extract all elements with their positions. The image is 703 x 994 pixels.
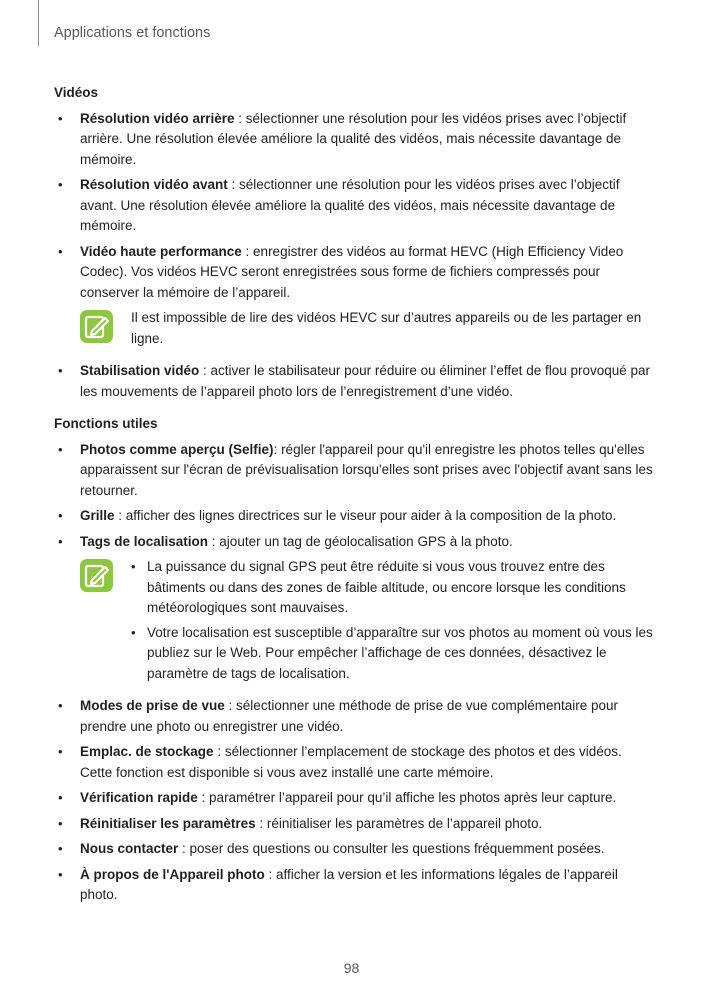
bullet-icon: • (58, 508, 63, 523)
bullet-icon: • (58, 841, 63, 856)
list-item (54, 242, 654, 304)
list-item (54, 742, 654, 783)
item-text: : paramétrer l’appareil pour qu’il affiche les photos après leur capture. (197, 790, 617, 805)
page-number: 98 (343, 960, 360, 976)
list-item (54, 865, 654, 906)
item-term: Tags de localisation (80, 533, 209, 549)
item-text: : poser des questions ou consulter les questions fréquemment posées. (178, 841, 605, 856)
bullet-icon: • (58, 441, 63, 457)
note-list-item (131, 557, 654, 619)
section-title-utils: Fonctions utiles (54, 416, 158, 431)
bullet-icon: • (58, 698, 63, 713)
page-content (54, 83, 654, 911)
item-term: Grille (80, 508, 115, 523)
list-item (54, 361, 654, 402)
note-box (80, 557, 654, 684)
item-text: : afficher des lignes directrices sur le viseur pour aider à la composition de la photo. (114, 508, 617, 523)
note-list (131, 557, 654, 684)
videos-list (54, 109, 654, 304)
item-text: : afficher la version et les informations légales de l’appareil photo. (80, 866, 618, 902)
list-item (54, 109, 654, 171)
item-term: Stabilisation vidéo (80, 363, 200, 378)
videos-list-continued (54, 361, 654, 402)
item-term: Résolution vidéo arrière (80, 110, 235, 126)
utils-list (54, 440, 654, 553)
note-text: Il est impossible de lire des vidéos HEVC sur d’autres appareils ou de les partager en ligne. (131, 310, 642, 346)
item-text: : enregistrer des vidéos au format HEVC (High Efficiency Video Codec). Vos vidéos HEVC seront enregistrées sous forme de fichiers compressés pour conserver la mémoire de l’appareil. (80, 243, 624, 300)
bullet-icon: • (58, 243, 63, 259)
note-pencil-icon (80, 559, 113, 592)
item-text: : ajouter un tag de géolocalisation GPS à la photo. (208, 533, 513, 549)
bullet-icon: • (131, 559, 136, 574)
note-text: La puissance du signal GPS peut être réduite si vous vous trouvez entre des bâtiments ou dans des zones de faible altitude, ou encore lorsque les conditions météorologiques sont mauvaises. (147, 559, 626, 615)
item-term: Réinitialiser les paramètres (80, 815, 256, 831)
note-list-item (131, 623, 654, 685)
section-title-videos: Vidéos (54, 85, 99, 100)
bullet-icon: • (58, 533, 63, 549)
note-box (80, 308, 654, 349)
list-item (54, 696, 654, 737)
item-term: À propos de l'Appareil photo (80, 866, 265, 882)
list-item (54, 814, 654, 835)
bullet-icon: • (58, 110, 63, 126)
item-term: Emplac. de stockage (80, 744, 214, 759)
item-term: Résolution vidéo avant (80, 177, 228, 192)
item-term: Vidéo haute performance (80, 243, 242, 259)
item-term: Photos comme aperçu (Selfie) (80, 441, 274, 457)
bullet-icon: • (58, 177, 63, 192)
list-item (54, 506, 654, 527)
item-text: : sélectionner une résolution pour les vidéos prises avec l’objectif arrière. Une résolution élevée améliore la qualité des vidéos, mais nécessite davantage de mémoire. (80, 110, 627, 167)
list-item (54, 175, 654, 237)
item-term: Vérification rapide (80, 790, 198, 805)
list-item (54, 788, 654, 809)
list-item (54, 440, 654, 502)
bullet-icon: • (58, 790, 63, 805)
list-item (54, 839, 654, 860)
bullet-icon: • (58, 744, 63, 759)
item-term: Nous contacter (80, 841, 179, 856)
utils-list-continued (54, 696, 654, 906)
item-term: Modes de prise de vue (80, 698, 225, 713)
page-header-title: Applications et fonctions (54, 25, 211, 41)
item-text: : sélectionner une méthode de prise de vue complémentaire pour prendre une photo ou enregistrer une vidéo. (80, 698, 619, 734)
bullet-icon: • (58, 815, 63, 831)
bullet-icon: • (58, 363, 63, 378)
item-text: : sélectionner l’emplacement de stockage des photos et des vidéos. Cette fonction est disponible si vous avez installé une carte mémoire. (80, 744, 622, 780)
item-text: : activer le stabilisateur pour réduire ou éliminer l’effet de flou provoqué par les mouvements de l’appareil photo lors de l’enregistrement d’une vidéo. (80, 363, 651, 399)
item-text: : réinitialiser les paramètres de l’appareil photo. (255, 815, 543, 831)
item-text: : sélectionner une résolution pour les vidéos prises avec l’objectif avant. Une résolution élevée améliore la qualité des vidéos, mais nécessite davantage de mémoire. (80, 177, 620, 233)
bullet-icon: • (58, 866, 63, 882)
note-text: Votre localisation est susceptible d’apparaître sur vos photos au moment où vous les publiez sur le Web. Pour empêcher l’affichage de ces données, désactivez le paramètre de tags de localisation. (147, 624, 653, 681)
list-item (54, 532, 654, 553)
note-pencil-icon (80, 310, 113, 343)
bullet-icon: • (131, 624, 136, 640)
page-margin-rule (38, 0, 39, 46)
item-text: : régler l'appareil pour qu'il enregistre les photos telles qu'elles apparaissent sur l'écran de prévisualisation lorsqu'elles sont prises avec l'objectif avant sans les retourner. (80, 441, 653, 498)
